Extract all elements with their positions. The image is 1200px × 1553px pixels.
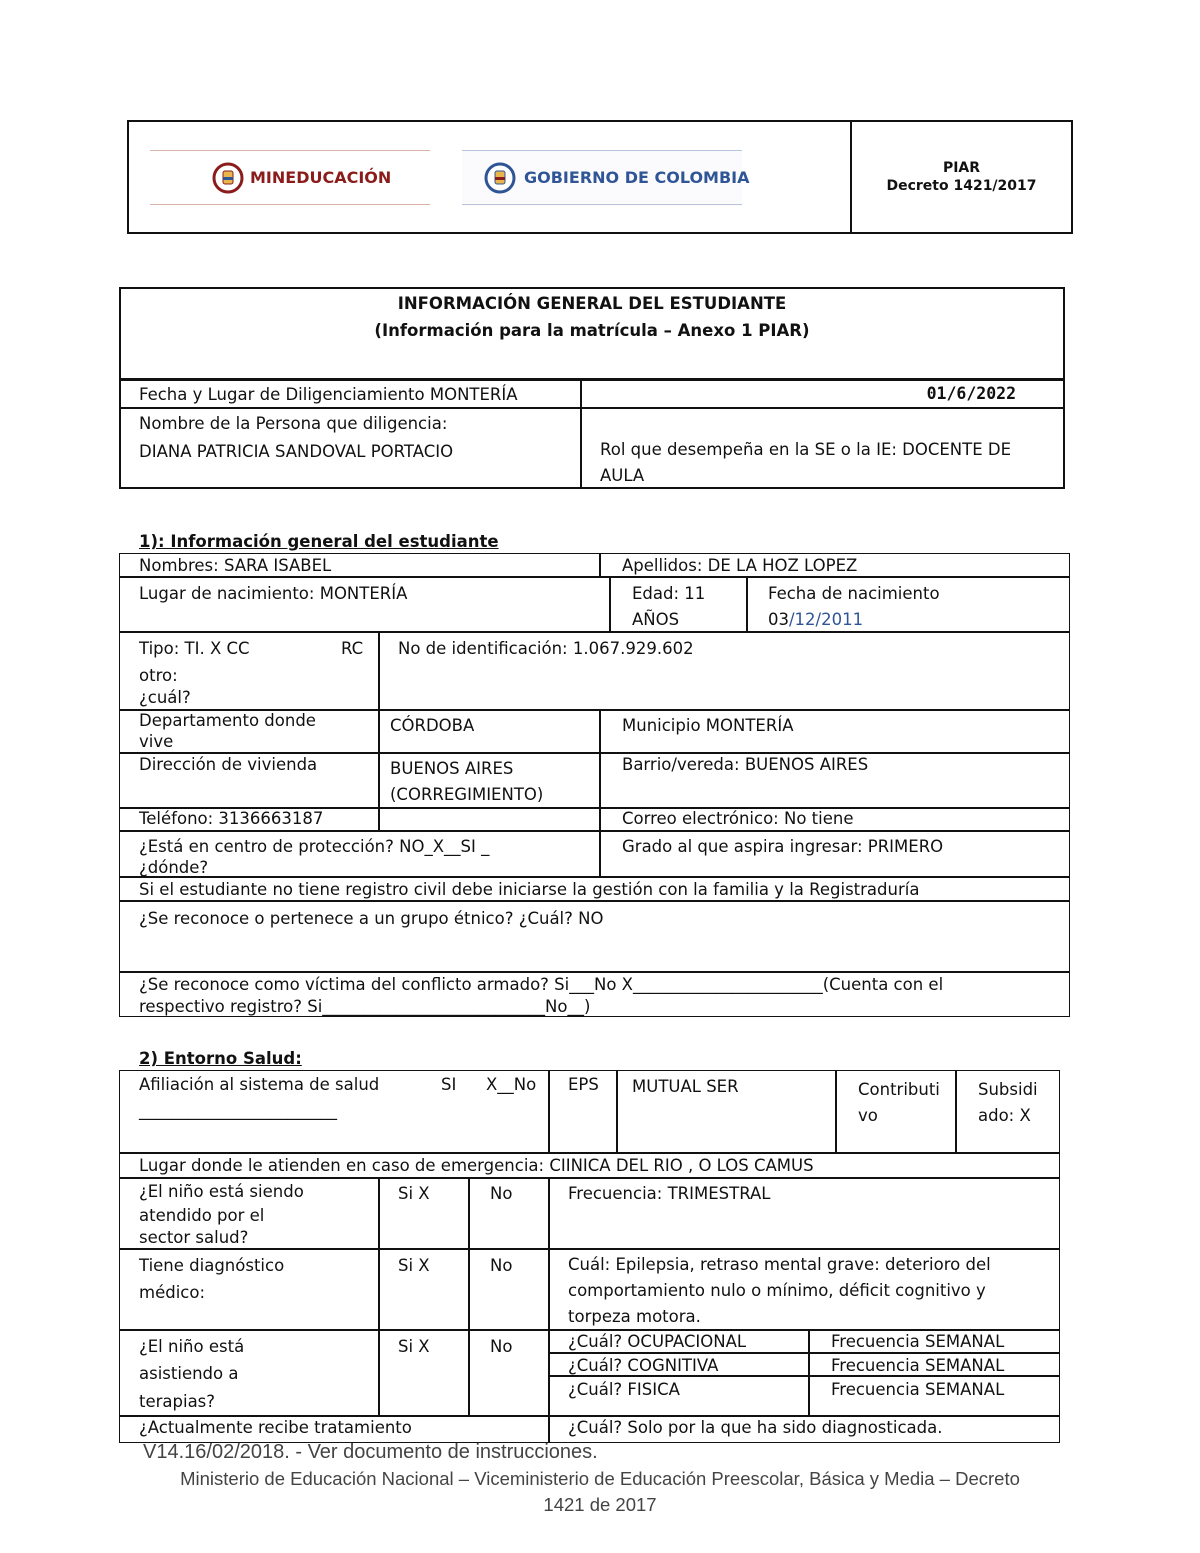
contributivo-line1: Contributi [858,1080,940,1099]
afiliacion-line: ________________________ [139,1101,337,1120]
lugar-nacimiento: Lugar de nacimiento: MONTERÍA [139,584,408,603]
rol-value: Rol que desempeña en la SE o la IE: DOCENTE DE AULA [600,440,1012,485]
terapia-frecuencia: Frecuencia SEMANAL [831,1356,1005,1375]
subsidiado-line2: ado: X [978,1106,1031,1125]
no-identificacion: No de identificación: 1.067.929.602 [398,639,694,658]
fecha-nac-label: Fecha de nacimiento [768,584,940,603]
fecha-nac-rest: /12/2011 [789,610,864,629]
departamento-label: Departamento donde vive [139,711,316,751]
mineducacion-text: MINEDUCACIÓN [250,168,392,187]
decreto-label: Decreto 1421/2017 [886,178,1037,194]
diagnostico-cual: Cuál: Epilepsia, retraso mental grave: deterioro del comportamiento nulo o mínimo, déficit cognitivo y torpeza motora. [568,1255,991,1326]
colombia-shield-icon [212,162,244,194]
emergencia: Lugar donde le atienden en caso de emergencia: CIINICA DEL RIO , O LOS CAMUS [139,1156,814,1175]
persona-label: Nombre de la Persona que diligencia: [139,414,448,433]
tratamiento: ¿Actualmente recibe tratamiento [139,1418,412,1437]
edad-line1: Edad: 11 [632,584,706,603]
telefono-blank-cell [378,807,601,832]
atendido-si: Si X [398,1184,430,1203]
departamento: CÓRDOBA [390,716,475,735]
terapias-si: Si X [398,1337,430,1356]
edad-line2: AÑOS [632,610,680,629]
tratamiento-cual: ¿Cuál? Solo por la que ha sido diagnosticada. [568,1418,943,1437]
footer-ministerio-line1: Ministerio de Educación Nacional – Viceministerio de Educación Preescolar, Básica y Media – Decreto [180,1468,1020,1489]
diagnostico-no: No [490,1256,513,1275]
eps-label: EPS [568,1075,599,1094]
diagnostico-line2: médico: [139,1283,206,1302]
afiliacion: Afiliación al sistema de salud [139,1075,380,1094]
terapia-cual: ¿Cuál? COGNITIVA [568,1356,719,1375]
nombres: Nombres: SARA ISABEL [139,556,332,575]
atendido-no: No [490,1184,513,1203]
registro-civil: Si el estudiante no tiene registro civil debe iniciarse la gestión con la familia y la Registraduría [139,880,920,899]
municipio: Municipio MONTERÍA [622,716,794,735]
terapias-no: No [490,1337,513,1356]
atendido-line3: sector salud? [139,1228,249,1247]
eps-value: MUTUAL SER [632,1077,739,1096]
header-divider [850,120,852,234]
footer-version: V14.16/02/2018. - Ver documento de instrucciones. [143,1441,598,1463]
diagnostico-line1: Tiene diagnóstico [139,1256,285,1275]
direccion-line2: (CORREGIMIENTO) [390,785,544,804]
afiliacion-si: SI [441,1075,457,1094]
barrio: Barrio/vereda: BUENOS AIRES [622,755,869,774]
footer-ministerio-line2: 1421 de 2017 [543,1494,657,1515]
terapia-cual: ¿Cuál? OCUPACIONAL [568,1332,747,1351]
diagnostico-si: Si X [398,1256,430,1275]
atendido-line2: atendido por el [139,1206,265,1225]
direccion-label: Dirección de vivienda [139,755,318,774]
tipo-line3: ¿cuál? [139,688,191,707]
subsidiado-line1: Subsidi [978,1080,1038,1099]
terapia-cual: ¿Cuál? FISICA [568,1380,680,1399]
correo: Correo electrónico: No tiene [622,809,854,828]
frecuencia: Frecuencia: TRIMESTRAL [568,1184,771,1203]
section1-heading: 1): Información general del estudiante [139,532,499,551]
victima-line1: ¿Se reconoce como víctima del conflicto armado? Si___No X_______________________(Cuenta con el [139,975,944,994]
apellidos: Apellidos: DE LA HOZ LOPEZ [622,556,858,575]
gobierno-logo [462,150,750,206]
section2-heading: 2) Entorno Salud: [139,1049,302,1068]
info-subtitle: (Información para la matrícula – Anexo 1 PIAR) [374,321,810,340]
tipo-line2: otro: [139,666,178,685]
fecha-nac-value [768,609,863,630]
grado: Grado al que aspira ingresar: PRIMERO [622,837,944,856]
mineducacion-logo [150,150,430,206]
fecha-lugar: Fecha y Lugar de Diligenciamiento MONTERÍA [139,385,518,404]
piar-label: PIAR [942,160,981,176]
info-title: INFORMACIÓN GENERAL DEL ESTUDIANTE [397,294,787,313]
direccion-line1: BUENOS AIRES [390,759,514,778]
telefono: Teléfono: 3136663187 [139,809,324,828]
grupo-etnico: ¿Se reconoce o pertenece a un grupo étnico? ¿Cuál? NO [139,909,604,928]
terapia-frecuencia: Frecuencia SEMANAL [831,1380,1005,1399]
proteccion-line1: ¿Está en centro de protección? NO_X__SI _ [139,837,490,856]
fecha-value: 01/6/2022 [926,384,1016,403]
persona-name: DIANA PATRICIA SANDOVAL PORTACIO [139,442,454,461]
terapias-line1: ¿El niño está [139,1337,245,1356]
terapia-frecuencia: Frecuencia SEMANAL [831,1332,1005,1351]
fecha-nac-day: 03 [768,610,789,629]
tipo-rc: RC [341,639,364,658]
afiliacion-no: X__No [486,1075,537,1094]
victima-line2: respectivo registro? Si___________________________No__) [139,997,591,1016]
colombia-seal-icon [484,162,516,194]
gobierno-text: GOBIERNO DE COLOMBIA [524,168,750,187]
terapias-line3: terapias? [139,1392,216,1411]
contributivo-line2: vo [858,1106,878,1125]
tipo-line1: Tipo: TI. X CC [139,639,250,658]
proteccion-line2: ¿dónde? [139,858,209,877]
atendido-line1: ¿El niño está siendo [139,1182,304,1201]
terapias-line2: asistiendo a [139,1364,239,1383]
